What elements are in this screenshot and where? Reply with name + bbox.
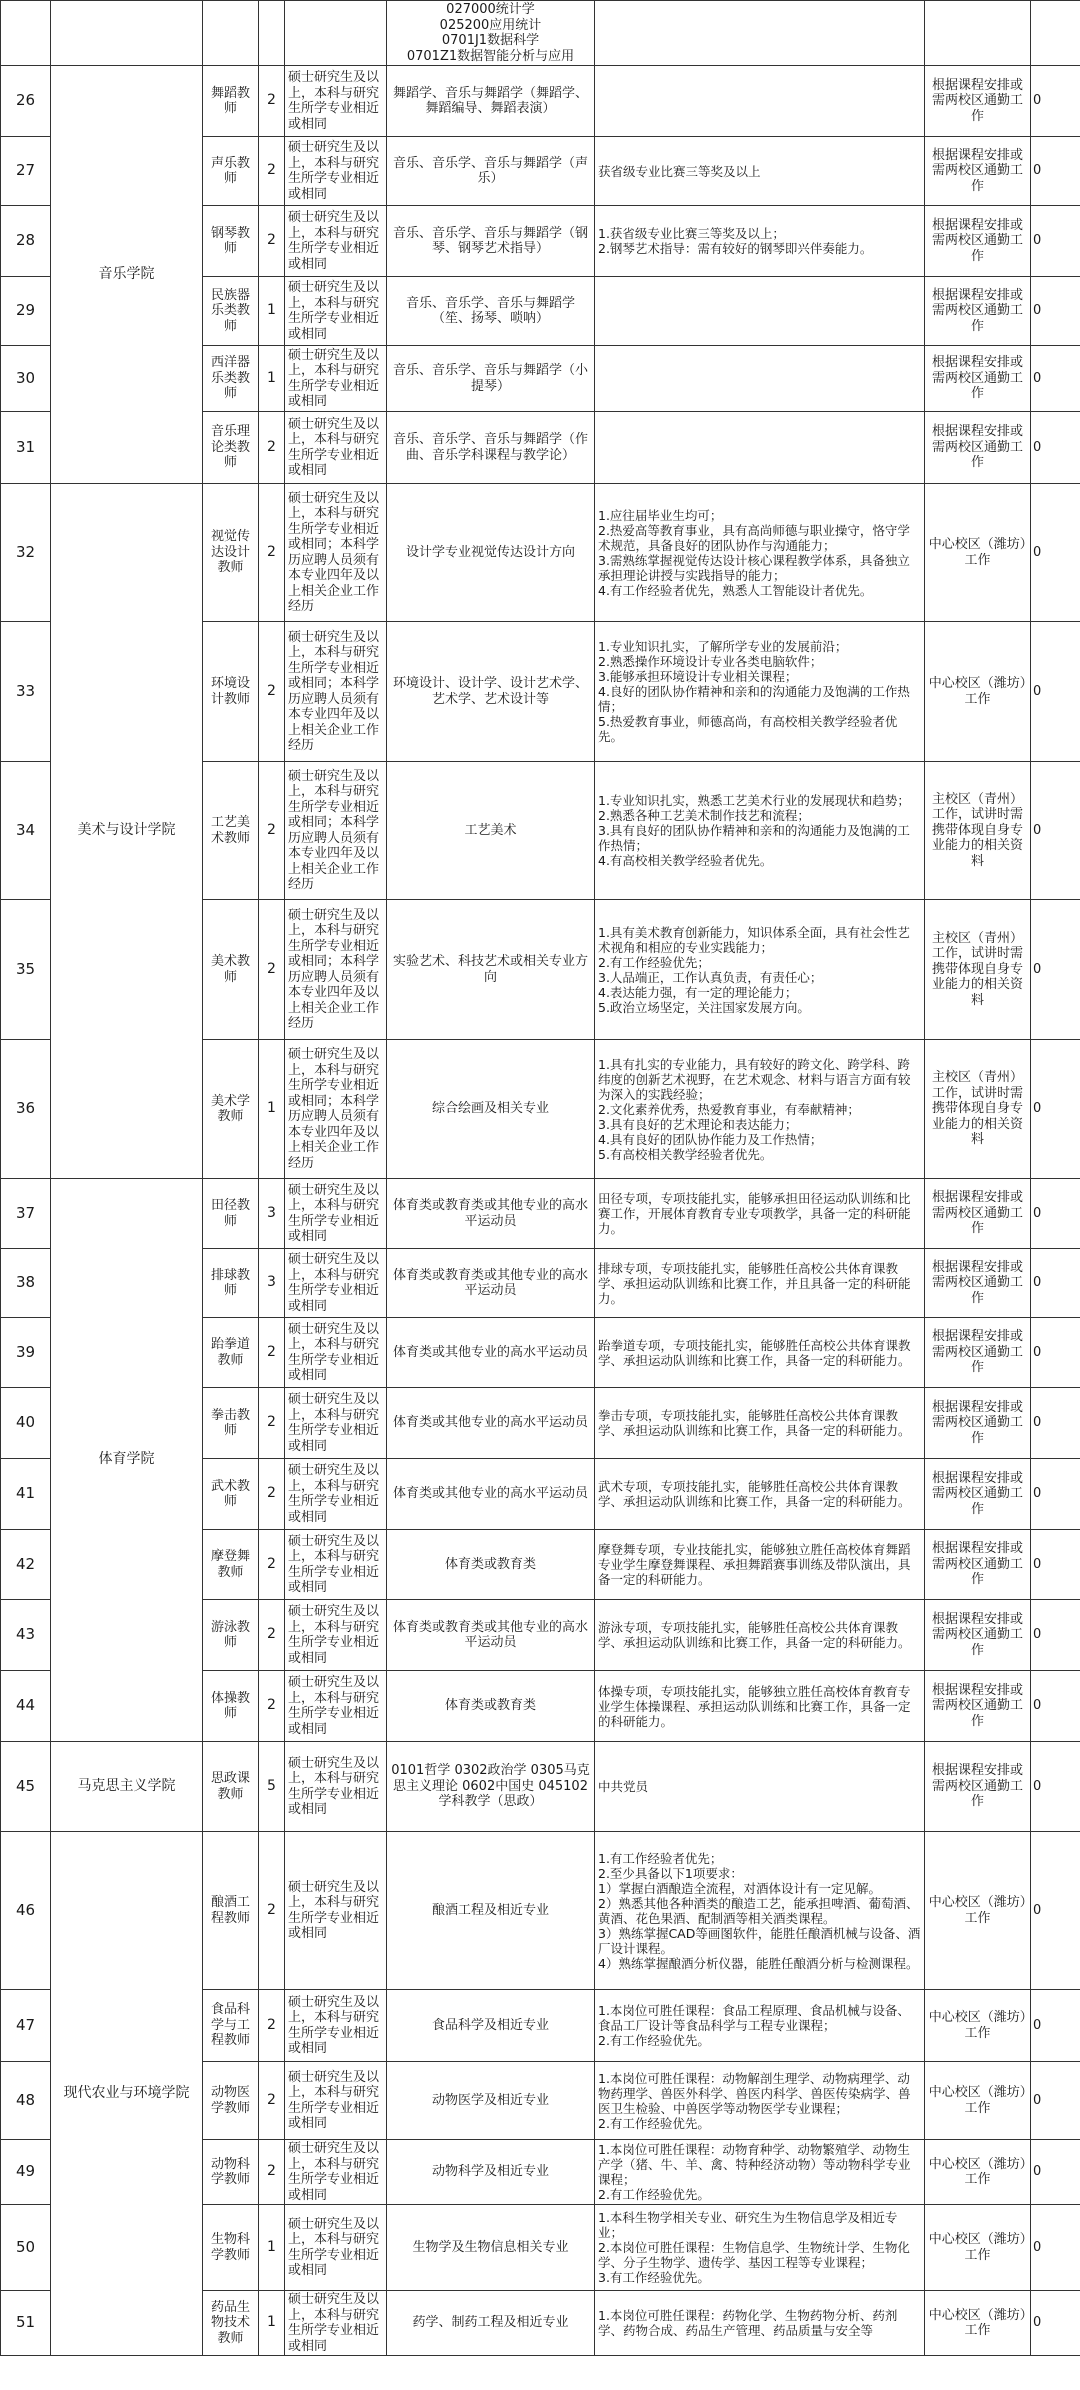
row-number: 35: [1, 900, 51, 1040]
position-name: 田径教师: [203, 1179, 259, 1249]
cell-pos: [203, 1, 259, 66]
position-count: 5: [259, 1742, 285, 1832]
truncated-column: 0: [1031, 1530, 1080, 1600]
requirement-line: 1.具有扎实的专业能力，具有较好的跨文化、跨学科、跨纬度的创新艺术视野，在艺术观念、材料与语言方面有较为深入的实践经验；: [598, 1056, 911, 1102]
row-number: 39: [1, 1318, 51, 1388]
cell-req: [595, 1, 925, 66]
major-requirement: 体育类或教育类: [387, 1530, 595, 1600]
requirement-line: 3）熟练掌握CAD等画图软件，能胜任酿酒机械与设备、酒厂设计课程。: [598, 1925, 921, 1956]
position-count: 1: [259, 2205, 285, 2291]
requirement-line: 2.至少具备以下1项要求：: [598, 1865, 743, 1881]
education-requirement: 硕士研究生及以上，本科与研究生所学专业相近或相同: [285, 2291, 387, 2356]
position-count: 1: [259, 1040, 285, 1179]
work-location: 中心校区（潍坊）工作: [925, 2205, 1031, 2291]
education-requirement: 硕士研究生及以上，本科与研究生所学专业相近或相同: [285, 1318, 387, 1388]
education-requirement: 硕士研究生及以上，本科与研究生所学专业相近或相同: [285, 1388, 387, 1459]
education-requirement: 硕士研究生及以上，本科与研究生所学专业相近或相同: [285, 1459, 387, 1530]
position-name: 体操教师: [203, 1671, 259, 1742]
cell-dept: [51, 1, 203, 66]
position-count: 2: [259, 484, 285, 622]
work-location: 主校区（青州）工作，试讲时需携带体现自身专业能力的相关资料: [925, 900, 1031, 1040]
other-requirements: [595, 1742, 925, 1832]
row-number: 51: [1, 2291, 51, 2356]
truncated-column: 0: [1031, 1249, 1080, 1318]
requirement-line: 4.有高校相关教学经验者优先。: [598, 853, 773, 868]
requirement-line: 1.有工作经验者优先；: [598, 1850, 723, 1866]
requirement-line: 1.获省级专业比赛三等奖及以上；: [598, 226, 785, 241]
position-name: 声乐教师: [203, 137, 259, 206]
department-name: 现代农业与环境学院: [51, 1832, 203, 2356]
work-location: 根据课程安排或需两校区通勤工作: [925, 1600, 1031, 1671]
major-requirement: 体育类或其他专业的高水平运动员: [387, 1459, 595, 1530]
major-requirement: 体育类或其他专业的高水平运动员: [387, 1388, 595, 1459]
requirement-line: 中共党员: [598, 1779, 649, 1794]
row-number: 40: [1, 1388, 51, 1459]
work-location: 根据课程安排或需两校区通勤工作: [925, 1459, 1031, 1530]
requirement-line: 3.需熟练掌握视觉传达设计核心课程教学体系，具备独立承担理论讲授与实践指导的能力；: [598, 552, 910, 583]
work-location: 中心校区（潍坊）工作: [925, 1990, 1031, 2062]
other-requirements: [595, 1832, 925, 1990]
requirement-line: 1.本岗位可胜任课程：食品工程原理、食品机械与设备、食品工厂设计等食品科学与工程专业课程；: [598, 2003, 910, 2033]
position-name: 拳击教师: [203, 1388, 259, 1459]
position-count: 2: [259, 2140, 285, 2205]
position-name: 音乐理论类教师: [203, 412, 259, 484]
major-requirement: 动物医学及相近专业: [387, 2062, 595, 2140]
requirement-line: 游泳专项，专项技能扎实，能够胜任高校公共体育课教学、承担运动队训练和比赛工作，具备一定的科研能力。: [598, 1620, 911, 1650]
cell-cnt: [259, 1, 285, 66]
requirement-line: 3.具有良好的团队协作精神和亲和的沟通能力及饱满的工作热情；: [598, 823, 910, 853]
education-requirement: 硕士研究生及以上，本科与研究生所学专业相近或相同: [285, 2140, 387, 2205]
truncated-column: 0: [1031, 1459, 1080, 1530]
cell-loc: [925, 1, 1031, 66]
position-name: 动物科学教师: [203, 2140, 259, 2205]
education-requirement: 硕士研究生及以上，本科与研究生所学专业相近或相同: [285, 2062, 387, 2140]
row-number: 28: [1, 206, 51, 277]
requirement-line: 2.有工作经验优先。: [598, 2115, 710, 2131]
major-requirement: 设计学专业视觉传达设计方向: [387, 484, 595, 622]
work-location: 根据课程安排或需两校区通勤工作: [925, 137, 1031, 206]
truncated-column: 0: [1031, 1179, 1080, 1249]
position-name: 视觉传达设计教师: [203, 484, 259, 622]
row-number: 41: [1, 1459, 51, 1530]
position-name: 钢琴教师: [203, 206, 259, 277]
major-line: 027000统计学: [446, 2, 535, 17]
position-name: 摩登舞教师: [203, 1530, 259, 1600]
other-requirements: [595, 1671, 925, 1742]
table-row: [1, 484, 1080, 622]
major-requirement: 音乐、音乐学、音乐与舞蹈学（钢琴、钢琴艺术指导）: [387, 206, 595, 277]
position-name: 药品生物技术教师: [203, 2291, 259, 2356]
requirement-line: 4.表达能力强，有一定的理论能力；: [598, 984, 798, 1000]
requirement-line: 1.专业知识扎实，熟悉工艺美术行业的发展现状和趋势；: [598, 793, 910, 808]
work-location: 根据课程安排或需两校区通勤工作: [925, 66, 1031, 137]
education-requirement: 硕士研究生及以上，本科与研究生所学专业相近或相同: [285, 1600, 387, 1671]
position-count: 1: [259, 2291, 285, 2356]
education-requirement: 硕士研究生及以上，本科与研究生所学专业相近或相同: [285, 412, 387, 484]
truncated-column: 0: [1031, 900, 1080, 1040]
row-number: 32: [1, 484, 51, 622]
truncated-column: 0: [1031, 762, 1080, 900]
major-requirement: 食品科学及相近专业: [387, 1990, 595, 2062]
requirement-line: 2.有工作经验优先；: [598, 954, 710, 970]
cell-edu: [285, 1, 387, 66]
other-requirements: [595, 1040, 925, 1179]
requirement-line: 跆拳道专项，专项技能扎实，能够胜任高校公共体育课教学、承担运动队训练和比赛工作，具备一定的科研能力。: [598, 1337, 911, 1368]
requirement-line: 3.能够承担环境设计专业相关课程；: [598, 669, 798, 684]
row-number: 27: [1, 137, 51, 206]
other-requirements: [595, 137, 925, 206]
truncated-column: 0: [1031, 277, 1080, 346]
major-requirement: 实验艺术、科技艺术或相关专业方向: [387, 900, 595, 1040]
position-name: 动物医学教师: [203, 2062, 259, 2140]
position-name: 生物科学教师: [203, 2205, 259, 2291]
position-count: 1: [259, 277, 285, 346]
table-row: [1, 66, 1080, 137]
major-requirement: 药学、制药工程及相近专业: [387, 2291, 595, 2356]
major-requirement: 音乐、音乐学、音乐与舞蹈学（笙、扬琴、唢呐）: [387, 277, 595, 346]
education-requirement: 硕士研究生及以上，本科与研究生所学专业相近或相同: [285, 2205, 387, 2291]
work-location: 根据课程安排或需两校区通勤工作: [925, 1179, 1031, 1249]
education-requirement: 硕士研究生及以上，本科与研究生所学专业相近或相同: [285, 1742, 387, 1832]
row-number: 30: [1, 346, 51, 412]
work-location: 主校区（青州）工作，试讲时需携带体现自身专业能力的相关资料: [925, 762, 1031, 900]
position-count: 3: [259, 1249, 285, 1318]
other-requirements: [595, 412, 925, 484]
requirement-line: 武术专项，专项技能扎实，能够胜任高校公共体育课教学、承担运动队训练和比赛工作，具备一定的科研能力。: [598, 1479, 911, 1509]
truncated-column: 0: [1031, 1600, 1080, 1671]
truncated-column: 0: [1031, 1832, 1080, 1990]
major-requirement: 体育类或教育类: [387, 1671, 595, 1742]
education-requirement: 硕士研究生及以上，本科与研究生所学专业相近或相同: [285, 206, 387, 277]
table-row: [1, 1742, 1080, 1832]
row-number: 38: [1, 1249, 51, 1318]
requirement-line: 5.政治立场坚定，关注国家发展方向。: [598, 999, 810, 1015]
truncated-column: 0: [1031, 484, 1080, 622]
table-row: [1, 1832, 1080, 1990]
truncated-column: 0: [1031, 1742, 1080, 1832]
major-requirement: 工艺美术: [387, 762, 595, 900]
major-requirement: 综合绘画及相关专业: [387, 1040, 595, 1179]
position-count: 2: [259, 1530, 285, 1600]
requirement-line: 4.有工作经验者优先，熟悉人工智能设计者优先。: [598, 582, 873, 598]
other-requirements: [595, 2291, 925, 2356]
requirement-line: 摩登舞专项，专业技能扎实，能够独立胜任高校体育舞蹈专业学生摩登舞课程、承担舞蹈赛事训练及带队演出，具备一定的科研能力。: [598, 1542, 911, 1587]
work-location: 主校区（青州）工作，试讲时需携带体现自身专业能力的相关资料: [925, 1040, 1031, 1179]
other-requirements: [595, 1179, 925, 1249]
requirement-line: 3.有工作经验优先。: [598, 2270, 710, 2285]
department-name: 马克思主义学院: [51, 1742, 203, 1832]
requirement-line: 1.应往届毕业生均可；: [598, 507, 723, 523]
position-count: 1: [259, 346, 285, 412]
truncated-column: 0: [1031, 2291, 1080, 2356]
other-requirements: [595, 2205, 925, 2291]
other-requirements: [595, 1318, 925, 1388]
requirement-line: 1.本科生物学相关专业、研究生为生物信息学及相近专业；: [598, 2210, 898, 2240]
position-name: 酿酒工程教师: [203, 1832, 259, 1990]
row-number: 43: [1, 1600, 51, 1671]
other-requirements: [595, 346, 925, 412]
truncated-column: 0: [1031, 66, 1080, 137]
education-requirement: 硕士研究生及以上，本科与研究生所学专业相近或相同: [285, 1530, 387, 1600]
other-requirements: [595, 900, 925, 1040]
position-name: 武术教师: [203, 1459, 259, 1530]
education-requirement: 硕士研究生及以上，本科与研究生所学专业相近或相同；本科学历应聘人员须有本专业四年及以上相关企业工作经历: [285, 762, 387, 900]
row-number: 46: [1, 1832, 51, 1990]
position-name: 民族器乐类教师: [203, 277, 259, 346]
position-count: 2: [259, 412, 285, 484]
work-location: 中心校区（潍坊）工作: [925, 622, 1031, 762]
truncated-column: 0: [1031, 1990, 1080, 2062]
work-location: 根据课程安排或需两校区通勤工作: [925, 346, 1031, 412]
major-requirement: 体育类或教育类或其他专业的高水平运动员: [387, 1179, 595, 1249]
requirement-line: 1.专业知识扎实，了解所学专业的发展前沿；: [598, 639, 848, 654]
requirement-line: 2.熟悉操作环境设计专业各类电脑软件；: [598, 654, 823, 669]
truncated-column: 0: [1031, 622, 1080, 762]
requirement-line: 2.有工作经验优先。: [598, 2187, 710, 2202]
major-requirement: 酿酒工程及相近专业: [387, 1832, 595, 1990]
truncated-column: 0: [1031, 1040, 1080, 1179]
work-location: 根据课程安排或需两校区通勤工作: [925, 277, 1031, 346]
truncated-column: 0: [1031, 346, 1080, 412]
row-number: 49: [1, 2140, 51, 2205]
work-location: 根据课程安排或需两校区通勤工作: [925, 412, 1031, 484]
major-requirement: 舞蹈学、音乐与舞蹈学（舞蹈学、舞蹈编导、舞蹈表演）: [387, 66, 595, 137]
row-number: 42: [1, 1530, 51, 1600]
truncated-column: 0: [1031, 2205, 1080, 2291]
position-count: 2: [259, 206, 285, 277]
other-requirements: [595, 66, 925, 137]
cell-major-top: [387, 1, 595, 66]
education-requirement: 硕士研究生及以上，本科与研究生所学专业相近或相同: [285, 346, 387, 412]
work-location: 中心校区（潍坊）工作: [925, 1832, 1031, 1990]
major-requirement: 音乐、音乐学、音乐与舞蹈学（作曲、音乐学科课程与教学论）: [387, 412, 595, 484]
requirement-line: 1.本岗位可胜任课程：动物育种学、动物繁殖学、动物生产学（猪、牛、羊、禽、特种经济动物）等动物科学专业课程；: [598, 2142, 911, 2187]
major-requirement: 音乐、音乐学、音乐与舞蹈学（声乐）: [387, 137, 595, 206]
position-name: 排球教师: [203, 1249, 259, 1318]
education-requirement: 硕士研究生及以上，本科与研究生所学专业相近或相同: [285, 137, 387, 206]
work-location: 根据课程安排或需两校区通勤工作: [925, 1671, 1031, 1742]
requirement-line: 2）熟悉其他各种酒类的酿造工艺，能承担啤酒、葡萄酒、黄酒、花色果酒、配制酒等相关酒类课程。: [598, 1895, 919, 1926]
requirement-line: 1.具有美术教育创新能力，知识体系全面，具有社会性艺术视角和相应的专业实践能力；: [598, 924, 910, 955]
cell-num: [1, 1, 51, 66]
position-count: 2: [259, 762, 285, 900]
position-count: 2: [259, 1388, 285, 1459]
requirement-line: 2.本岗位可胜任课程：生物信息学、生物统计学、生物化学、分子生物学、遗传学、基因工程等专业课程；: [598, 2240, 910, 2270]
major-requirement: 体育类或教育类或其他专业的高水平运动员: [387, 1600, 595, 1671]
education-requirement: 硕士研究生及以上，本科与研究生所学专业相近或相同；本科学历应聘人员须有本专业四年及以上相关企业工作经历: [285, 484, 387, 622]
position-name: 游泳教师: [203, 1600, 259, 1671]
education-requirement: 硕士研究生及以上，本科与研究生所学专业相近或相同；本科学历应聘人员须有本专业四年及以上相关企业工作经历: [285, 622, 387, 762]
requirement-line: 4）熟练掌握酿酒分析仪器，能胜任酿酒分析与检测课程。: [598, 1955, 919, 1971]
truncated-column: 0: [1031, 137, 1080, 206]
work-location: 中心校区（潍坊）工作: [925, 2291, 1031, 2356]
requirement-line: 5.有高校相关教学经验者优先。: [598, 1146, 773, 1162]
row-number: 48: [1, 2062, 51, 2140]
major-requirement: 体育类或教育类或其他专业的高水平运动员: [387, 1249, 595, 1318]
position-name: 跆拳道教师: [203, 1318, 259, 1388]
work-location: 中心校区（潍坊）工作: [925, 2140, 1031, 2205]
truncated-column: 0: [1031, 2062, 1080, 2140]
position-count: 2: [259, 1990, 285, 2062]
major-line: 0701J1数据科学: [441, 33, 540, 48]
major-requirement: 0101哲学 0302政治学 0305马克思主义理论 0602中国史 045102学科教学（思政）: [387, 1742, 595, 1832]
other-requirements: [595, 1530, 925, 1600]
work-location: 中心校区（潍坊）工作: [925, 2062, 1031, 2140]
truncated-column: 0: [1031, 1318, 1080, 1388]
truncated-column: 0: [1031, 206, 1080, 277]
major-requirement: 生物学及生物信息相关专业: [387, 2205, 595, 2291]
work-location: 根据课程安排或需两校区通勤工作: [925, 1530, 1031, 1600]
major-requirement: 环境设计、设计学、设计艺术学、艺术学、艺术设计等: [387, 622, 595, 762]
education-requirement: 硕士研究生及以上，本科与研究生所学专业相近或相同: [285, 1249, 387, 1318]
row-number: 26: [1, 66, 51, 137]
other-requirements: [595, 622, 925, 762]
major-requirement: 音乐、音乐学、音乐与舞蹈学（小提琴）: [387, 346, 595, 412]
other-requirements: [595, 762, 925, 900]
other-requirements: [595, 1249, 925, 1318]
row-number: 29: [1, 277, 51, 346]
requirement-line: 4.良好的团队协作精神和亲和的沟通能力及饱满的工作热情；: [598, 684, 910, 714]
row-number: 37: [1, 1179, 51, 1249]
position-name: 美术学教师: [203, 1040, 259, 1179]
education-requirement: 硕士研究生及以上，本科与研究生所学专业相近或相同: [285, 1671, 387, 1742]
position-name: 思政课教师: [203, 1742, 259, 1832]
requirement-line: 4.具有良好的团队协作能力及工作热情；: [598, 1131, 823, 1147]
work-location: 根据课程安排或需两校区通勤工作: [925, 206, 1031, 277]
other-requirements: [595, 277, 925, 346]
other-requirements: [595, 2062, 925, 2140]
row-number: 45: [1, 1742, 51, 1832]
requirement-line: 1.本岗位可胜任课程：药物化学、生物药物分析、药剂学、药物合成、药品生产管理、药品质量与安全等: [598, 2308, 898, 2338]
position-name: 食品科学与工程教师: [203, 1990, 259, 2062]
row-number: 36: [1, 1040, 51, 1179]
row-number: 44: [1, 1671, 51, 1742]
education-requirement: 硕士研究生及以上，本科与研究生所学专业相近或相同: [285, 277, 387, 346]
position-count: 2: [259, 1318, 285, 1388]
major-requirement: 动物科学及相近专业: [387, 2140, 595, 2205]
requirement-line: 2.文化素养优秀，热爱教育事业，有奉献精神；: [598, 1101, 860, 1117]
row-number: 47: [1, 1990, 51, 2062]
row-number: 50: [1, 2205, 51, 2291]
requirement-line: 2.钢琴艺术指导：需有较好的钢琴即兴伴奏能力。: [598, 241, 873, 256]
position-name: 美术教师: [203, 900, 259, 1040]
work-location: 根据课程安排或需两校区通勤工作: [925, 1388, 1031, 1459]
education-requirement: 硕士研究生及以上，本科与研究生所学专业相近或相同: [285, 1990, 387, 2062]
requirement-line: 拳击专项，专项技能扎实，能够胜任高校公共体育课教学、承担运动队训练和比赛工作，具备一定的科研能力。: [598, 1408, 911, 1438]
other-requirements: [595, 206, 925, 277]
row-number: 31: [1, 412, 51, 484]
requirement-line: 5.热爱教育事业，师德高尚，有高校相关教学经验者优先。: [598, 714, 898, 744]
work-location: 中心校区（潍坊）工作: [925, 484, 1031, 622]
requirement-line: 3.人品端正，工作认真负责，有责任心；: [598, 969, 823, 985]
position-name: 工艺美术教师: [203, 762, 259, 900]
position-count: 2: [259, 1600, 285, 1671]
other-requirements: [595, 1459, 925, 1530]
education-requirement: 硕士研究生及以上，本科与研究生所学专业相近或相同: [285, 1179, 387, 1249]
position-count: 2: [259, 1671, 285, 1742]
position-name: 舞蹈教师: [203, 66, 259, 137]
position-count: 3: [259, 1179, 285, 1249]
position-count: 2: [259, 66, 285, 137]
major-requirement: 体育类或其他专业的高水平运动员: [387, 1318, 595, 1388]
department-name: 体育学院: [51, 1179, 203, 1742]
position-count: 2: [259, 900, 285, 1040]
table-body: [1, 1, 1080, 2356]
requirement-line: 3.具有良好的艺术理论和表达能力；: [598, 1116, 798, 1132]
table-row: [1, 1179, 1080, 1249]
position-count: 2: [259, 1459, 285, 1530]
requirement-line: 2.有工作经验优先。: [598, 2033, 710, 2048]
education-requirement: 硕士研究生及以上，本科与研究生所学专业相近或相同；本科学历应聘人员须有本专业四年及以上相关企业工作经历: [285, 900, 387, 1040]
requirement-line: 排球专项，专项技能扎实，能够胜任高校公共体育课教学、承担运动队训练和比赛工作，并且具备一定的科研能力。: [598, 1260, 911, 1306]
truncated-column: 0: [1031, 1388, 1080, 1459]
work-location: 根据课程安排或需两校区通勤工作: [925, 1249, 1031, 1318]
position-count: 2: [259, 2062, 285, 2140]
requirement-line: 1）掌握白酒酿造全流程，对酒体设计有一定见解。: [598, 1880, 881, 1896]
department-name: 音乐学院: [51, 66, 203, 484]
truncated-column: 0: [1031, 412, 1080, 484]
work-location: 根据课程安排或需两校区通勤工作: [925, 1742, 1031, 1832]
table-row-top: [1, 1, 1080, 66]
other-requirements: [595, 2140, 925, 2205]
position-name: 环境设计教师: [203, 622, 259, 762]
requirement-line: 田径专项，专项技能扎实，能够承担田径运动队训练和比赛工作，开展体育教育专业专项教学，具备一定的科研能力。: [598, 1191, 911, 1236]
major-line: 0701Z1数据智能分析与应用: [406, 48, 575, 64]
requirement-line: 1.本岗位可胜任课程：动物解剖生理学、动物病理学、动物药理学、兽医外科学、兽医内科学、兽医传染病学、兽医卫生检验、中兽医学等动物医学专业课程；: [598, 2070, 911, 2116]
truncated-column: 0: [1031, 2140, 1080, 2205]
position-count: 2: [259, 137, 285, 206]
other-requirements: [595, 1600, 925, 1671]
requirement-line: 2.热爱高等教育事业，具有高尚师德与职业操守，恪守学术规范，具备良好的团队协作与沟通能力；: [598, 522, 910, 553]
education-requirement: 硕士研究生及以上，本科与研究生所学专业相近或相同: [285, 1832, 387, 1990]
other-requirements: [595, 1388, 925, 1459]
other-requirements: [595, 1990, 925, 2062]
education-requirement: 硕士研究生及以上，本科与研究生所学专业相近或相同: [285, 66, 387, 137]
position-name: 西洋器乐类教师: [203, 346, 259, 412]
requirement-line: 获省级专业比赛三等奖及以上: [598, 163, 761, 179]
truncated-column: 0: [1031, 1671, 1080, 1742]
major-line: 025200应用统计: [439, 17, 542, 33]
department-name: 美术与设计学院: [51, 484, 203, 1179]
row-number: 33: [1, 622, 51, 762]
education-requirement: 硕士研究生及以上，本科与研究生所学专业相近或相同；本科学历应聘人员须有本专业四年及以上相关企业工作经历: [285, 1040, 387, 1179]
work-location: 根据课程安排或需两校区通勤工作: [925, 1318, 1031, 1388]
requirement-line: 体操专项，专项技能扎实，能够独立胜任高校体育教育专业学生体操课程、承担运动队训练和比赛工作，具备一定的科研能力。: [598, 1683, 911, 1729]
position-count: 2: [259, 1832, 285, 1990]
row-number: 34: [1, 762, 51, 900]
position-count: 2: [259, 622, 285, 762]
other-requirements: [595, 484, 925, 622]
cell-extra: [1031, 1, 1080, 66]
requirement-line: 2.熟悉各种工艺美术制作技艺和流程；: [598, 808, 810, 823]
